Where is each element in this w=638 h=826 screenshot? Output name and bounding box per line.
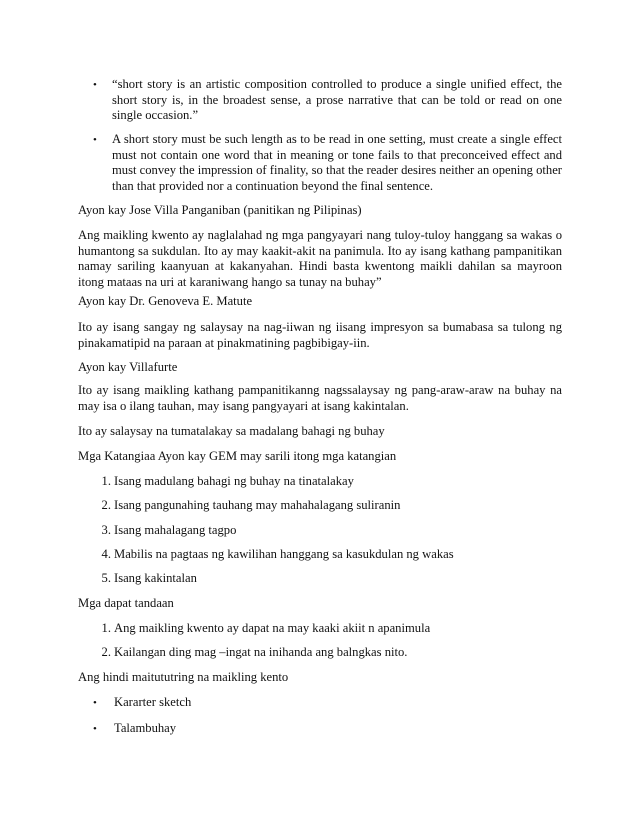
list-number: 2. xyxy=(101,498,111,512)
list-item: Talambuhay xyxy=(114,721,177,735)
villafurte-paragraph: Ito ay isang maikling kathang pampanitikanng nagssalaysay ng pang-araw-araw na buhay na may isa o ilang tauhan, may isang pangyayari at isang kakintalan. xyxy=(78,383,562,413)
list-item: Mabilis na pagtaas ng kawilihan hanggang sa kasukdulan ng wakas xyxy=(114,547,454,561)
list-number: 2. xyxy=(101,645,111,659)
list-number: 3. xyxy=(101,523,111,537)
bullet-marker: • xyxy=(93,697,97,709)
villafurte-heading: Ayon kay Villafurte xyxy=(78,360,178,374)
intro-bullet-1: “short story is an artistic composition controlled to produce a single unified effect, the short story is, in the broadest sense, a prose narrative that can be told or read on one single occasion.” xyxy=(112,77,562,123)
list-item: Isang madulang bahagi ng buhay na tinatalakay xyxy=(114,474,354,488)
list-number: 5. xyxy=(101,571,111,585)
intro-bullet-2: A short story must be such length as to be read in one setting, must create a single effect must not contain one word that in meaning or tone fails to that preconceived effect and must convey the impression of finality, so that the reader desires neither an opening other than that provided nor a continuation beyond the final sentence. xyxy=(112,132,562,193)
panganiban-paragraph: Ang maikling kwento ay naglalahad ng mga pangyayari nang tuloy-tuloy hanggang sa wakas o humantong sa sukdulan. Ito ay may kaakit-akit na panimula. Ito ay isang kathang pampanitikan namay sariling kaanyuan at kakanyahan. Hindi basta kwentong maikli dahilan sa mayroon itong mataas na uri at karaniwang hango sa tunay na buhay” xyxy=(78,228,562,289)
list-number: 4. xyxy=(101,547,111,561)
tandaan-heading: Mga dapat tandaan xyxy=(78,596,174,610)
list-item: Isang mahalagang tagpo xyxy=(114,523,237,537)
list-item: Ang maikling kwento ay dapat na may kaaki akiit n apanimula xyxy=(114,621,431,635)
bullet-marker: • xyxy=(93,134,97,146)
hindi-heading: Ang hindi maitututring na maikling kento xyxy=(78,670,289,684)
list-number: 1. xyxy=(101,621,111,635)
panganiban-heading: Ayon kay Jose Villa Panganiban (panitikan ng Pilipinas) xyxy=(78,203,362,217)
list-item: Isang pangunahing tauhang may mahahalagang suliranin xyxy=(114,498,401,512)
bullet-marker: • xyxy=(93,79,97,91)
katangian-heading: Mga Katangiaa Ayon kay GEM may sarili itong mga katangian xyxy=(78,449,397,463)
matute-paragraph: Ito ay isang sangay ng salaysay na nag-iiwan ng iisang impresyon sa bumabasa sa tulong ng pinakamatipid na paraan at pinakmatining pagbibigay-iin. xyxy=(78,320,562,350)
list-item: Kailangan ding mag –ingat na inihanda ang balngkas nito. xyxy=(114,645,408,659)
salaysay-paragraph: Ito ay salaysay na tumatalakay sa madalang bahagi ng buhay xyxy=(78,424,385,438)
list-item: Isang kakintalan xyxy=(114,571,197,585)
matute-heading: Ayon kay Dr. Genoveva E. Matute xyxy=(78,294,253,308)
bullet-marker: • xyxy=(93,723,97,735)
list-item: Kararter sketch xyxy=(114,695,192,709)
list-number: 1. xyxy=(101,474,111,488)
